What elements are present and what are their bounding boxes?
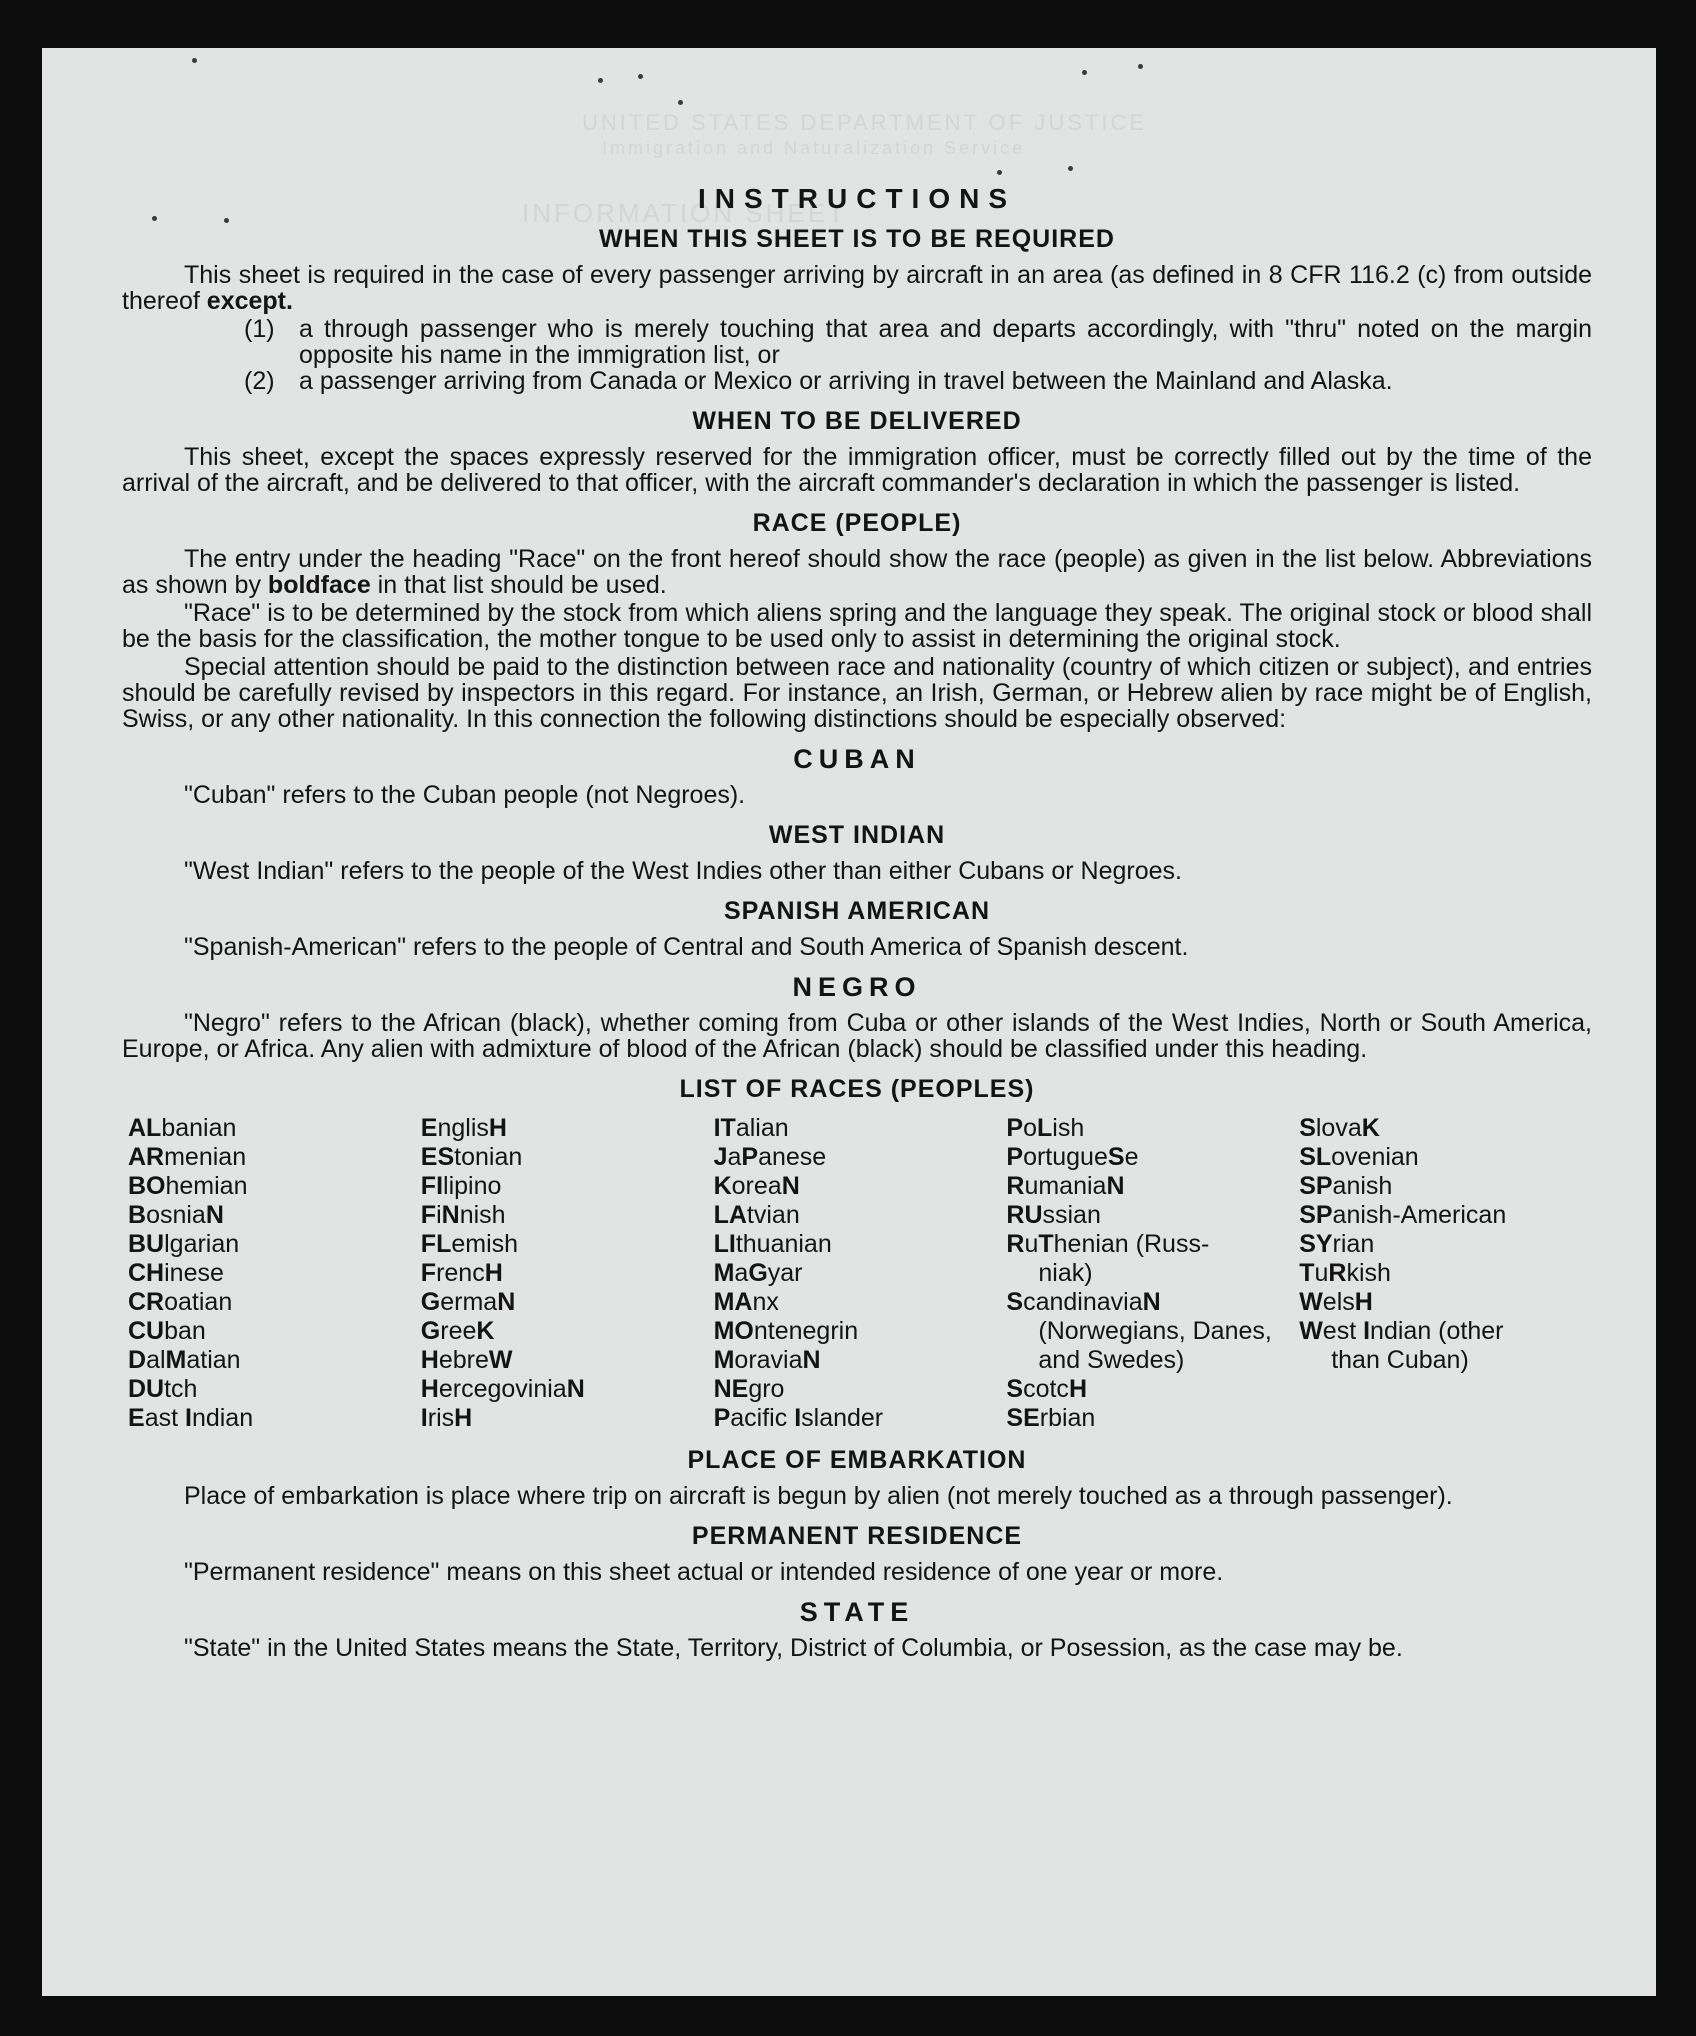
race-entry: MAnx: [713, 1288, 779, 1316]
race-entry: EnglisH: [420, 1114, 507, 1142]
state-section: [122, 1635, 1592, 1661]
race-entry: CHinese: [128, 1259, 224, 1287]
race-paragraph-2: "Race" is to be determined by the stock from which aliens spring and the language they speak. The original stock or blood shall be the basis for the classification, the mother tongue to be used only to assist in determining the original stock.: [122, 599, 1592, 653]
when-delivered-heading: WHEN TO BE DELIVERED: [692, 407, 1022, 435]
race-entry: TuRkish: [1299, 1259, 1391, 1287]
permanent-residence-text: "Permanent residence" means on this sheet actual or intended residence of one year or more.: [184, 1558, 1224, 1586]
when-required-heading: WHEN THIS SHEET IS TO BE REQUIRED: [599, 225, 1115, 253]
cuban-text: "Cuban" refers to the Cuban people (not Negroes).: [184, 781, 746, 809]
bleed-through-header: UNITED STATES DEPARTMENT OF JUSTICE: [582, 110, 1148, 135]
race-entry: BOhemian: [128, 1172, 248, 1200]
negro-text: "Negro" refers to the African (black), whether coming from Cuba or other islands of the West Indies, North or South America, Europe, or Africa. Any alien with admixture of blood of the African (black) should be classified under this heading.: [122, 1009, 1592, 1063]
race-entry-continuation: niak): [1038, 1259, 1093, 1287]
except-label: except.: [206, 287, 293, 315]
race-entry: JaPanese: [713, 1143, 827, 1171]
place-of-embarkation-section: [122, 1483, 1592, 1509]
race-entry: HercegoviniaN: [420, 1375, 585, 1403]
race-entry: FrencH: [420, 1259, 503, 1287]
race-entry: LAtvian: [713, 1201, 800, 1229]
bleed-through-subheader: Immigration and Naturalization Service: [602, 138, 1026, 158]
cuban-heading: CUBAN: [793, 744, 921, 774]
race-entry: EStonian: [420, 1143, 523, 1171]
race-entry: RumaniaN: [1006, 1172, 1125, 1200]
race-column-4: [1006, 1114, 1299, 1433]
state-text: "State" in the United States means the State, Territory, District of Columbia, or Posession, as the case may be.: [184, 1634, 1403, 1662]
scan-speck: [997, 170, 1002, 175]
boldface-word: boldface: [267, 571, 371, 599]
spanish-american-heading: SPANISH AMERICAN: [723, 897, 990, 925]
race-entry: Pacific Islander: [713, 1404, 884, 1432]
race-entry: SLovenian: [1299, 1143, 1419, 1171]
when-required-section: [122, 262, 1592, 394]
item-number: (2): [244, 367, 275, 395]
race-entry: FiNnish: [420, 1201, 506, 1229]
race-column-3: [714, 1114, 1007, 1433]
race-entry: ScotcH: [1006, 1375, 1087, 1403]
race-entry: East Indian: [128, 1404, 254, 1432]
item-text: a passenger arriving from Canada or Mexico or arriving in travel between the Mainland and Alaska.: [299, 367, 1393, 395]
race-entry: MoraviaN: [713, 1346, 821, 1374]
cuban-section: [122, 782, 1592, 808]
exception-item-1: [244, 316, 1592, 368]
race-entry: DalMatian: [128, 1346, 241, 1374]
scan-speck: [638, 74, 643, 79]
bleed-through-title: INFORMATION SHEET: [522, 198, 847, 228]
list-of-races-heading: LIST OF RACES (PEOPLES): [679, 1075, 1035, 1103]
place-of-embarkation-heading: PLACE OF EMBARKATION: [687, 1446, 1027, 1474]
race-paragraph-3: Special attention should be paid to the distinction between race and nationality (country of which citizen or subject), and entries should be carefully revised by inspectors in this regard. For instance, an Irish, German, or Hebrew alien by race might be of English, Swiss, or any other nationality. In this connection the following distinctions should be especially observed:: [122, 653, 1592, 733]
race-entry: MOntenegrin: [713, 1317, 859, 1345]
race-entry: ScandinaviaN (Norwegians, Danes, and Swedes): [1006, 1288, 1299, 1375]
race-entry: KoreaN: [713, 1172, 800, 1200]
race-column-1: [128, 1114, 421, 1433]
race-entry: BUlgarian: [128, 1230, 240, 1258]
race-paragraph-1: The entry under the heading "Race" on the front hereof should show the race (people) as given in the list below. Abbreviations as shown by boldface in that list should be used.: [122, 545, 1592, 599]
race-entry-continuation: than Cuban): [1331, 1346, 1469, 1374]
race-entry: MaGyar: [713, 1259, 803, 1287]
west-indian-text: "West Indian" refers to the people of the West Indies other than either Cubans or Negroes.: [184, 857, 1182, 885]
race-entry: BosniaN: [128, 1201, 224, 1229]
race-entry: WelsH: [1299, 1288, 1373, 1316]
race-column-2: [421, 1114, 714, 1433]
spanish-american-section: [122, 934, 1592, 960]
when-required-intro: This sheet is required in the case of every passenger arriving by aircraft in an area (as defined in 8 CFR 116.2 (c) from outside thereof except.: [122, 261, 1592, 315]
race-entry: PortugueSe: [1006, 1143, 1139, 1171]
race-entry: SPanish-American: [1299, 1201, 1507, 1229]
race-entry: PoLish: [1006, 1114, 1085, 1142]
when-delivered-text: This sheet, except the spaces expressly reserved for the immigration officer, must be correctly filled out by the time of the arrival of the aircraft, and be delivered to that officer, with the aircraft commander's declaration in which the passenger is listed.: [122, 443, 1592, 497]
race-entry: SlovaK: [1299, 1114, 1380, 1142]
race-heading: RACE (PEOPLE): [752, 509, 962, 537]
race-entry: GreeK: [420, 1317, 495, 1345]
spanish-american-text: "Spanish-American" refers to the people of Central and South America of Spanish descent.: [184, 933, 1189, 961]
scan-speck: [192, 58, 197, 63]
race-entry: ITalian: [713, 1114, 789, 1142]
instructions-body: [122, 183, 1592, 1667]
scan-speck: [1082, 70, 1087, 75]
race-section: [122, 546, 1592, 732]
race-entry: NEgro: [713, 1375, 785, 1403]
scan-speck: [598, 78, 603, 83]
race-entry: DUtch: [128, 1375, 198, 1403]
race-entry: CUban: [128, 1317, 206, 1345]
permanent-residence-section: [122, 1559, 1592, 1585]
state-heading: STATE: [799, 1597, 915, 1627]
negro-section: [122, 1010, 1592, 1062]
race-entry: HebreW: [420, 1346, 513, 1374]
race-entry: West Indian (other than Cuban): [1299, 1317, 1592, 1375]
exception-item-2: [244, 368, 1592, 394]
race-entry: LIthuanian: [713, 1230, 832, 1258]
race-entry: SYrian: [1299, 1230, 1375, 1258]
document-page: [42, 48, 1656, 1996]
item-number: (1): [244, 315, 275, 343]
place-of-embarkation-text: Place of embarkation is place where trip on aircraft is begun by alien (not merely touched as a through passenger).: [184, 1482, 1453, 1510]
scan-speck: [1068, 166, 1073, 171]
scan-speck: [1138, 64, 1143, 69]
race-entry: CRoatian: [128, 1288, 233, 1316]
race-column-5: [1299, 1114, 1592, 1433]
race-entry-continuation: (Norwegians, Danes, and Swedes): [1038, 1317, 1272, 1374]
race-entry: RUssian: [1006, 1201, 1101, 1229]
permanent-residence-heading: PERMANENT RESIDENCE: [691, 1522, 1023, 1550]
race-entry: RuThenian (Russ- niak): [1006, 1230, 1299, 1288]
west-indian-section: [122, 858, 1592, 884]
when-delivered-section: [122, 444, 1592, 496]
west-indian-heading: WEST INDIAN: [768, 821, 946, 849]
race-entry: SErbian: [1006, 1404, 1096, 1432]
item-text: a through passenger who is merely touching that area and departs accordingly, with "thru" noted on the margin opposite his name in the immigration list, or: [299, 315, 1592, 369]
race-entry: SPanish: [1299, 1172, 1393, 1200]
scan-speck: [678, 100, 683, 105]
negro-heading: NEGRO: [792, 972, 922, 1002]
race-entry: FIlipino: [420, 1172, 502, 1200]
instructions-title: INSTRUCTIONS: [698, 183, 1016, 214]
race-list: [128, 1114, 1592, 1433]
race-entry: GermaN: [420, 1288, 516, 1316]
race-entry: ALbanian: [128, 1114, 237, 1142]
race-entry: FLemish: [420, 1230, 519, 1258]
race-entry: IrisH: [420, 1404, 473, 1432]
race-entry: ARmenian: [128, 1143, 247, 1171]
